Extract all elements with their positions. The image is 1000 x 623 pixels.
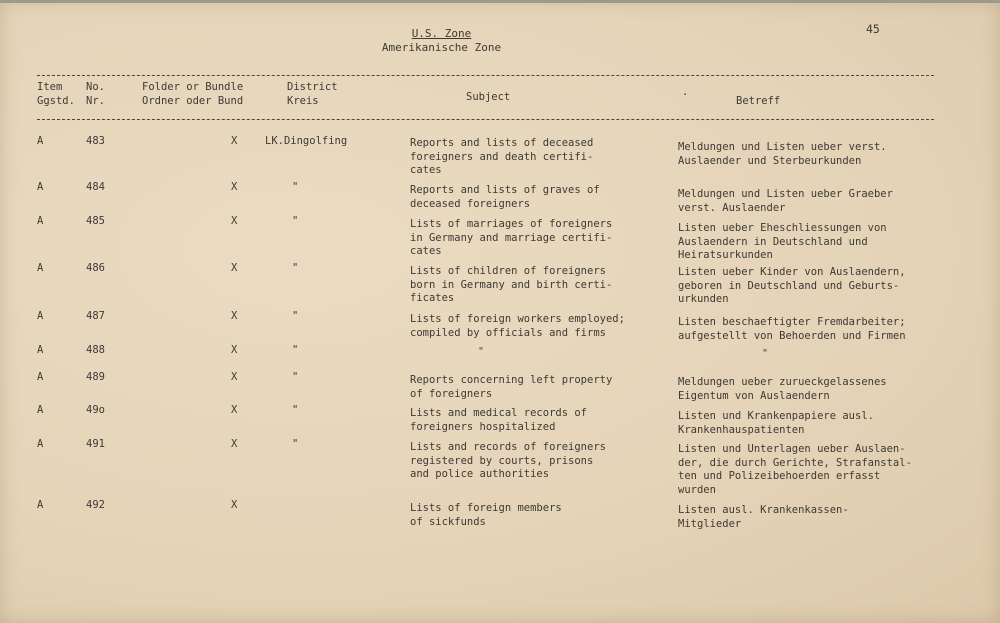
row-489-betreff: Meldungen ueber zurueckgelassenes Eigentum von Auslaendern [678, 376, 887, 402]
row-483-betreff: Meldungen und Listen ueber verst. Auslaender und Sterbeurkunden [678, 141, 887, 167]
row-491-number: 491 [86, 438, 105, 450]
row-484-betreff: Meldungen und Listen ueber Graeber verst. Auslaender [678, 188, 893, 214]
row-485-betreff: Listen ueber Eheschliessungen von Auslaendern in Deutschland und Heiratsurkunden [678, 222, 887, 261]
row-486-item: A [37, 262, 44, 274]
row-486-folder: X [231, 262, 238, 274]
header-top-rule [37, 75, 934, 76]
row-489-district-ditto: " [292, 371, 299, 383]
row-485-number: 485 [86, 215, 105, 227]
row-484-folder: X [231, 181, 238, 193]
row-483-subject: Reports and lists of deceased foreigners and death certifi- cates [410, 137, 594, 176]
row-483-number: 483 [86, 135, 105, 147]
row-489-folder: X [231, 371, 238, 383]
row-488-district-ditto: " [292, 344, 299, 356]
row-489-subject: Reports concerning left property of foreigners [410, 374, 613, 400]
row-483-item: A [37, 135, 44, 147]
row-492-folder: X [231, 499, 238, 511]
row-484-district-ditto: " [292, 181, 299, 193]
row-491-subject: Lists and records of foreigners registered by courts, prisons and police authorities [410, 441, 606, 480]
row-486-number: 486 [86, 262, 105, 274]
row-486-betreff: Listen ueber Kinder von Auslaendern, geboren in Deutschland und Geburts- urkunden [678, 266, 906, 305]
column-header-betreff-mark: · [682, 89, 689, 101]
row-492-item: A [37, 499, 44, 511]
row-491-item: A [37, 438, 44, 450]
row-487-subject: Lists of foreign workers employed; compiled by officials and firms [410, 313, 625, 339]
column-header-folder: Folder or Bundle Ordner oder Bund [142, 81, 244, 107]
row-490-folder: X [231, 404, 238, 416]
column-header-subject: Subject [466, 91, 511, 103]
row-486-subject: Lists of children of foreigners born in Germany and birth certi- ficates [410, 265, 613, 304]
row-485-folder: X [231, 215, 238, 227]
row-483-district: LK.Dingolfing [265, 135, 348, 147]
row-485-district-ditto: " [292, 215, 299, 227]
row-491-folder: X [231, 438, 238, 450]
row-487-number: 487 [86, 310, 105, 322]
row-488-item: A [37, 344, 44, 356]
row-491-district-ditto: " [292, 438, 299, 450]
row-487-betreff: Listen beschaeftigter Fremdarbeiter; aufgestellt von Behoerden und Firmen [678, 316, 906, 342]
column-header-item: Item Ggstd. [37, 81, 75, 107]
row-487-district-ditto: " [292, 310, 299, 322]
column-header-district: District Kreis [287, 81, 338, 107]
row-492-subject: Lists of foreign members of sickfunds [410, 502, 562, 528]
row-488-betreff-ditto: " [762, 348, 769, 359]
row-487-item: A [37, 310, 44, 322]
row-492-number: 492 [86, 499, 105, 511]
row-489-item: A [37, 371, 44, 383]
header-bottom-rule [37, 119, 934, 120]
row-489-number: 489 [86, 371, 105, 383]
row-490-number: 49o [86, 404, 105, 416]
row-488-folder: X [231, 344, 238, 356]
row-490-item: A [37, 404, 44, 416]
zone-heading [0, 27, 883, 55]
zone-heading-english: U.S. Zone [411, 27, 472, 40]
row-490-district-ditto: " [292, 404, 299, 416]
row-491-betreff: Listen und Unterlagen ueber Auslaen- der, die durch Gerichte, Strafanstal- ten und Polizeibehoerden erfasst wurden [678, 443, 912, 496]
row-484-number: 484 [86, 181, 105, 193]
page-top-edge [0, 0, 1000, 3]
row-490-subject: Lists and medical records of foreigners hospitalized [410, 407, 588, 433]
row-485-item: A [37, 215, 44, 227]
row-488-subject-ditto: " [478, 346, 485, 357]
row-488-number: 488 [86, 344, 105, 356]
row-483-folder: X [231, 135, 238, 147]
page-number: 45 [866, 22, 880, 36]
row-484-subject: Reports and lists of graves of deceased foreigners [410, 184, 600, 210]
row-485-subject: Lists of marriages of foreigners in Germany and marriage certifi- cates [410, 218, 613, 257]
row-486-district-ditto: " [292, 262, 299, 274]
row-492-betreff: Listen ausl. Krankenkassen- Mitglieder [678, 504, 849, 530]
row-487-folder: X [231, 310, 238, 322]
column-header-no: No. Nr. [86, 81, 105, 107]
row-490-betreff: Listen und Krankenpapiere ausl. Krankenhauspatienten [678, 410, 874, 436]
row-484-item: A [37, 181, 44, 193]
zone-heading-german: Amerikanische Zone [381, 41, 502, 54]
column-header-betreff: Betreff [736, 95, 781, 107]
